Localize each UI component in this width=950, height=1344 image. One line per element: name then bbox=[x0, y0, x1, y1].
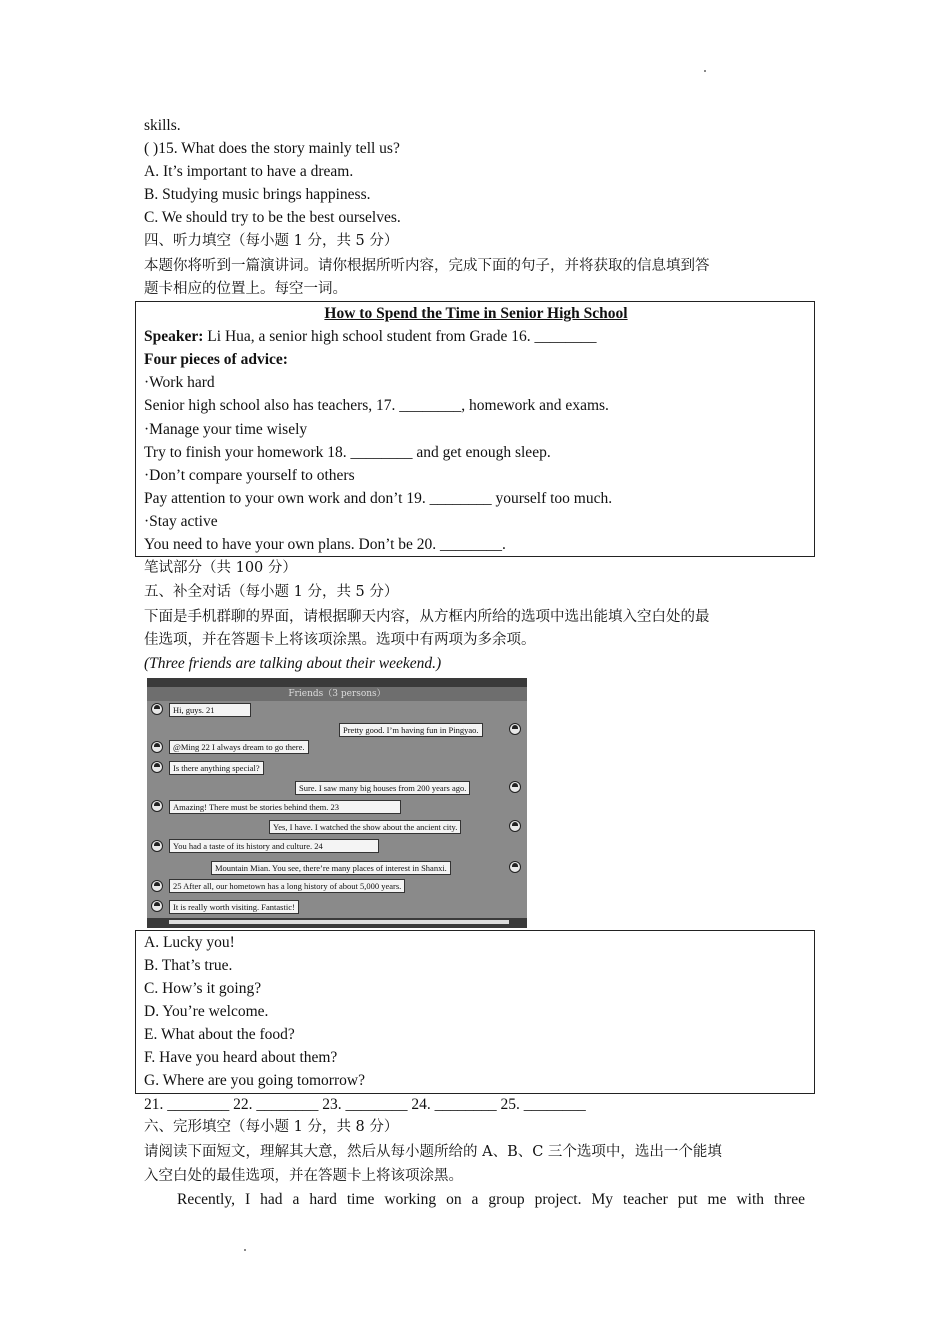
dialogue-context: (Three friends are talking about their weekend.) bbox=[144, 655, 442, 672]
option-c: C. We should try to be the best ourselves. bbox=[144, 209, 401, 226]
advice-item: ·Manage your time wisely bbox=[144, 421, 308, 438]
chat-message: Sure. I saw many big houses from 200 years ago. bbox=[295, 781, 470, 795]
instruction-line: 下面是手机群聊的界面，请根据聊天内容，从方框内所给的选项中选出能填入空白处的最 bbox=[144, 609, 710, 625]
option-item: E. What about the food? bbox=[144, 1026, 295, 1043]
advice-detail: Pay attention to your own work and don’t 19. ________ yourself too much. bbox=[144, 490, 613, 507]
section-heading: 四、听力填空（每小题 1 分，共 5 分） bbox=[144, 233, 399, 249]
speaker-label: Speaker: bbox=[144, 328, 204, 345]
listening-title: How to Spend the Time in Senior High School bbox=[324, 305, 628, 322]
avatar bbox=[509, 820, 521, 832]
advice-item: ·Stay active bbox=[144, 513, 218, 530]
section-heading: 五、补全对话（每小题 1 分，共 5 分） bbox=[144, 584, 399, 600]
avatar bbox=[509, 723, 521, 735]
avatar bbox=[151, 703, 163, 715]
advice-detail: Senior high school also has teachers, 17. ________, homework and exams. bbox=[144, 397, 609, 414]
chat-message: Hi, guys. 21 bbox=[169, 703, 251, 717]
option-item: D. You’re welcome. bbox=[144, 1003, 269, 1020]
option-item: F. Have you heard about them? bbox=[144, 1049, 338, 1066]
chat-message: You had a taste of its history and culture. 24 bbox=[169, 839, 379, 853]
listening-box bbox=[135, 301, 815, 557]
option-item: C. How’s it going? bbox=[144, 980, 262, 997]
avatar bbox=[151, 800, 163, 812]
avatar bbox=[151, 761, 163, 773]
option-a: A. It’s important to have a dream. bbox=[144, 163, 354, 180]
section-heading: 六、完形填空（每小题 1 分，共 8 分） bbox=[144, 1119, 399, 1135]
avatar bbox=[509, 861, 521, 873]
speaker-text: Li Hua, a senior high school student from Grade 16. ________ bbox=[203, 328, 597, 345]
option-item: A. Lucky you! bbox=[144, 934, 235, 951]
chat-message: It is really worth visiting. Fantastic! bbox=[169, 900, 299, 914]
option-b: B. Studying music brings happiness. bbox=[144, 186, 371, 203]
instruction-line: 佳选项，并在答题卡上将该项涂黑。选项中有两项为多余项。 bbox=[144, 632, 536, 648]
status-bar bbox=[147, 678, 527, 687]
scan-speck bbox=[244, 1249, 246, 1251]
option-item: G. Where are you going tomorrow? bbox=[144, 1072, 365, 1089]
avatar bbox=[151, 900, 163, 912]
advice-item: ·Don’t compare yourself to others bbox=[144, 467, 355, 484]
speaker-line bbox=[144, 325, 596, 348]
advice-detail: You need to have your own plans. Don’t be 20. ________. bbox=[144, 536, 506, 553]
message-input-field bbox=[169, 920, 509, 924]
scan-speck bbox=[704, 70, 706, 72]
group-chat-screenshot bbox=[147, 678, 527, 928]
chat-message: @Ming 22 I always dream to go there. bbox=[169, 740, 309, 754]
instruction-line: 入空白处的最佳选项，并在答题卡上将该项涂黑。 bbox=[144, 1168, 463, 1184]
chat-message: 25 After all, our hometown has a long history of about 5,000 years. bbox=[169, 879, 405, 893]
question-15: ( )15. What does the story mainly tell us? bbox=[144, 140, 400, 157]
instruction-line: 请阅读下面短文，理解其大意，然后从每小题所给的 A、B、C 三个选项中，选出一个能填 bbox=[144, 1144, 722, 1160]
chat-message: Amazing! There must be stories behind them. 23 bbox=[169, 800, 401, 814]
passage-first-line: Recently, I had a hard time working on a group project. My teacher put me with three bbox=[177, 1191, 805, 1208]
option-item: B. That’s true. bbox=[144, 957, 233, 974]
chat-message: Mountain Mian. You see, there’re many places of interest in Shanxi. bbox=[211, 861, 451, 875]
chat-message: Pretty good. I’m having fun in Pingyao. bbox=[339, 723, 483, 737]
options-box bbox=[135, 930, 815, 1094]
chat-message: Is there anything special? bbox=[169, 761, 264, 775]
instruction-line: 本题你将听到一篇演讲词。请你根据所听内容，完成下面的句子，并将获取的信息填到答 bbox=[144, 258, 710, 274]
avatar bbox=[151, 741, 163, 753]
advice-item: ·Work hard bbox=[144, 374, 215, 391]
avatar bbox=[151, 880, 163, 892]
avatar bbox=[509, 781, 521, 793]
chat-message: Yes, I have. I watched the show about the ancient city. bbox=[269, 820, 461, 834]
written-part-heading: 笔试部分（共 100 分） bbox=[144, 560, 297, 576]
chat-title: Friends（3 persons） bbox=[147, 687, 527, 701]
avatar bbox=[151, 840, 163, 852]
advice-detail: Try to finish your homework 18. ________ and get enough sleep. bbox=[144, 444, 551, 461]
instruction-line: 题卡相应的位置上。每空一词。 bbox=[144, 281, 347, 297]
text-line: skills. bbox=[144, 117, 181, 134]
advice-label: Four pieces of advice: bbox=[144, 351, 288, 368]
answer-blanks: 21. ________ 22. ________ 23. ________ 24. ________ 25. ________ bbox=[144, 1096, 586, 1113]
